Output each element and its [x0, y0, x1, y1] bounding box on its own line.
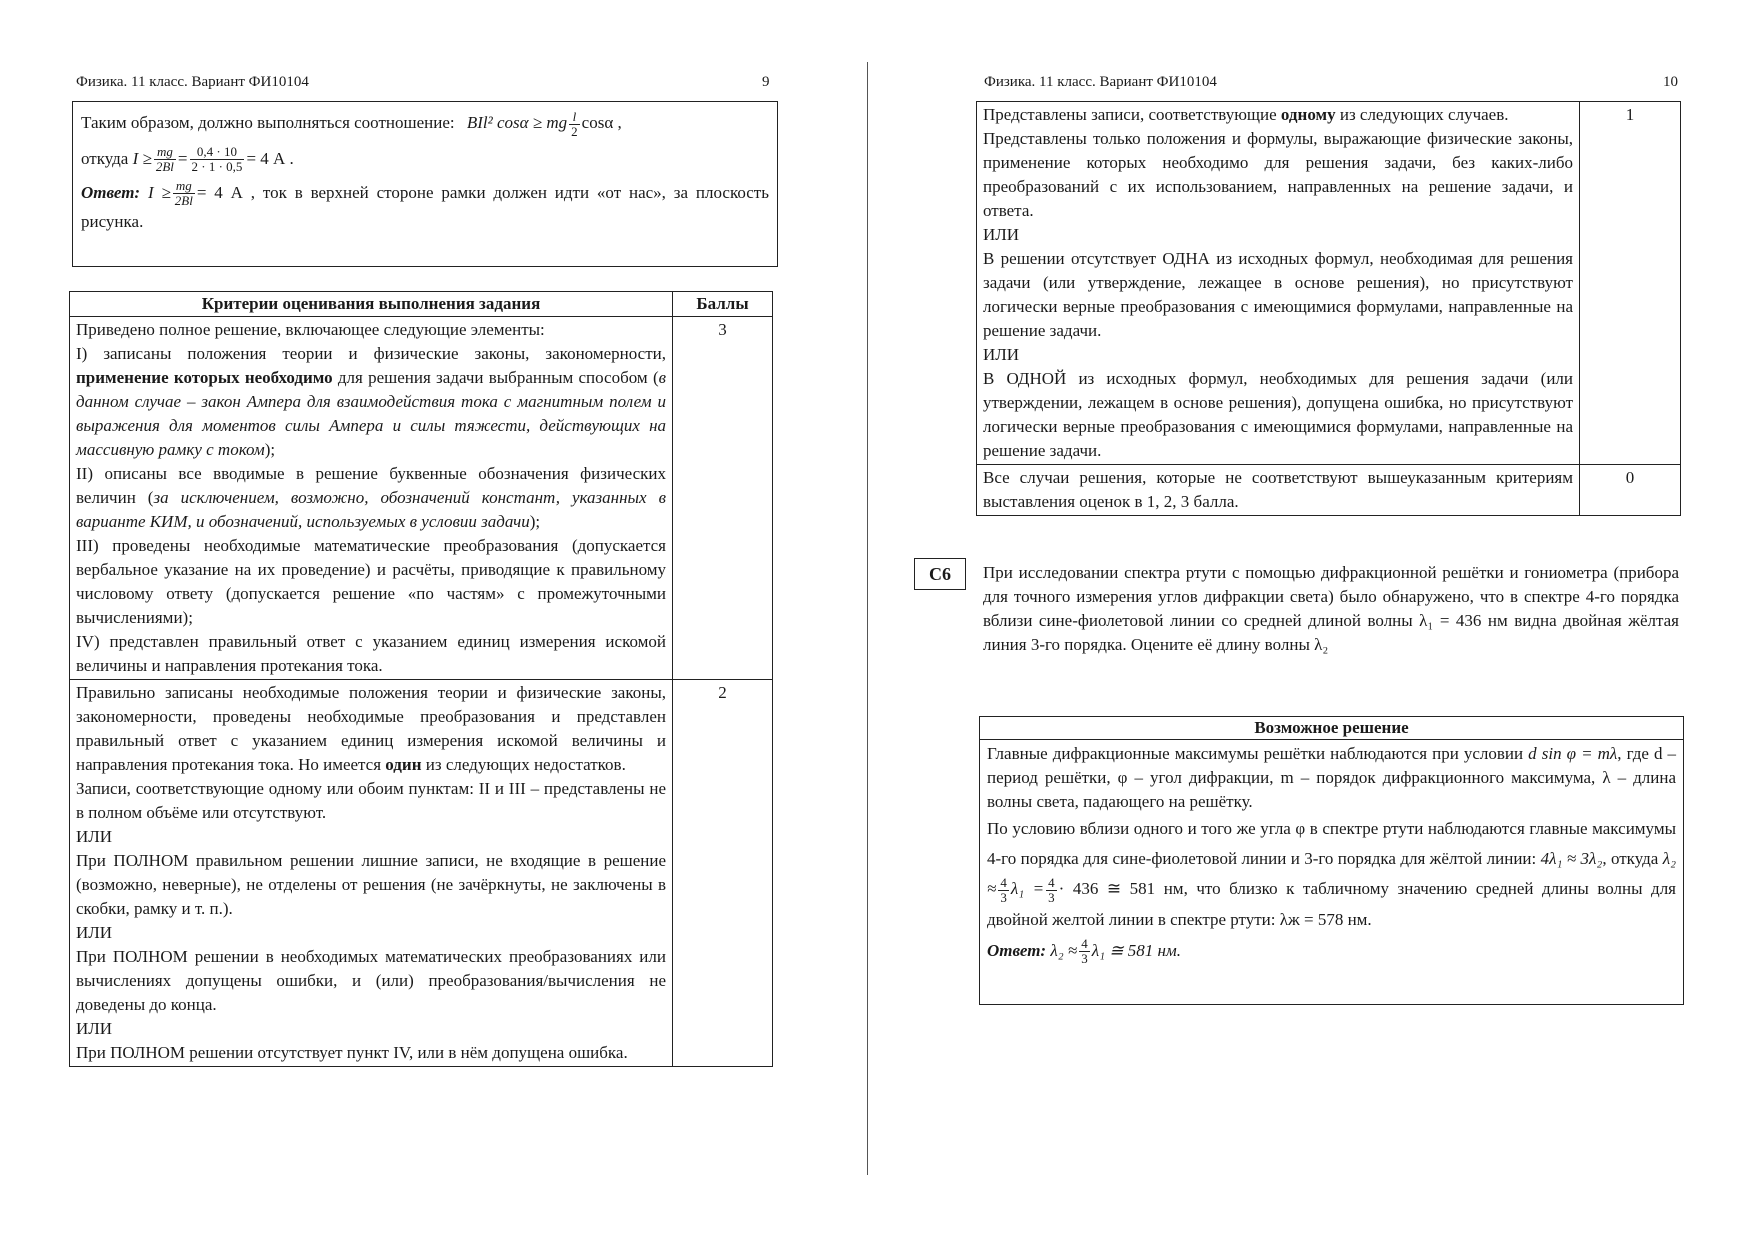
fraction: $\frac{mg}{2Bl}$ — [155, 144, 174, 175]
page-number-right: 10 — [1663, 74, 1678, 90]
criteria-text-3: Приведено полное решение, включающее следующие элементы: I) записаны положения теории и физические законы, закономерности, применение которых необходимо для решения задачи выбранным способом (в данном случае – закон Ампера для взаимодействия тока с магнитным полем и выражения для моментов силы Ампера и силы тяжести, действующих на массивную рамку с током); II) описаны все вводимые в решение буквенные обозначения физических величин (за исключением, возможно, обозначений констант, указанных в варианте КИМ, и обозначений, используемых в условии задачи); III) проведены необходимые математические преобразования (допускается вербальное указание на их проведение) и расчёты, приводящие к правильному числовому ответу (допускается решение «по частям» с промежуточными вычислениями); IV) представлен правильный ответ с указанием единиц измерения искомой величины и направления протекания тока. — [70, 317, 673, 680]
fraction: $\frac{4}{3}$ — [1000, 874, 1007, 905]
score-1: 1 — [1580, 102, 1681, 465]
criteria-column-header: Критерии оценивания выполнения задания — [70, 292, 673, 317]
solution-paragraph-1: Главные дифракционные максимумы решётки наблюдаются при условии d sin φ = mλ, где d – период решётки, φ – угол дифракции, m – порядок дифракционного максимума, λ – длина волны света, падающего на решётку. — [987, 744, 1677, 811]
criteria-text-2: Правильно записаны необходимые положения теории и физические законы, закономерности, проведены необходимые преобразования и представлен правильный ответ с указанием единиц измерения искомой величины и направления протекания тока. Но имеется один из следующих недостатков. Записи, соответствующие одному или обоим пунктам: II и III – представлены не в полном объёме или отсутствуют. ИЛИ При ПОЛНОМ правильном решении лишние записи, не входящие в решение (возможно, неверные), не отделены от решения (не зачёркнуты, не заключены в скобки, рамку и т. п.). ИЛИ При ПОЛНОМ решении в необходимых математических преобразованиях или вычислениях допущены ошибки, и (или) преобразования/вычисления не доведены до конца. ИЛИ При ПОЛНОМ решении отсутствует пункт IV, или в нём допущена ошибка. — [70, 680, 673, 1067]
solution-paragraph-2: По условию вблизи одного и того же угла φ в спектре ртути наблюдаются главные максимумы 4-го порядка для сине-фиолетовой линии и 3-го порядка для жёлтой линии: 4λ₁ ≈ 3λ₂, откуда λ₂ ≈ $\frac{4}{3}$ λ₁ = $\frac{4}{3}$ · 436 ≅ 581 нм, что близко к табличному значению средней длины волны для двойной желтой линии в спектре ртути: λж = 578 нм. — [987, 819, 1677, 929]
solution-line-1: Таким образом, должно выполняться соотношение: BIl² cosα ≥ mg $\frac{l}{2}$ cosα , — [81, 108, 622, 139]
solution-answer-right: Ответ: λ₂ ≈ $\frac{4}{3}$ λ₁ ≅ 581 нм. — [987, 936, 1182, 967]
possible-solution-box — [979, 716, 1684, 1005]
fraction: $\frac{4}{3}$ — [1048, 874, 1055, 905]
score-2: 2 — [673, 680, 773, 1067]
criteria-row-1 — [977, 102, 1681, 465]
solution-box-left — [72, 101, 778, 267]
criteria-row-2 — [70, 680, 773, 1067]
criteria-table-left — [69, 291, 773, 1067]
criteria-header-row — [70, 292, 773, 317]
score-0: 0 — [1580, 465, 1681, 516]
criteria-text-1: Представлены записи, соответствующие одному из следующих случаев. Представлены только положения и формулы, выражающие физические законы, применение которых необходимо для решения задачи, без каких-либо преобразований с их использованием, направленных на решение задачи, и ответа. ИЛИ В решении отсутствует ОДНА из исходных формул, необходимая для решения задачи (или утверждение, лежащее в основе решения), но присутствуют логически верные преобразования с имеющимися формулами, направленные на решение задачи. ИЛИ В ОДНОЙ из исходных формул, необходимых для решения задачи (или утверждении, лежащем в основе решения), допущена ошибка, но присутствуют логически верные преобразования с имеющимися формулами, направленные на решение задачи. — [977, 102, 1580, 465]
fraction: $\frac{4}{3}$ — [1081, 936, 1088, 967]
solution-answer-left: Ответ: I ≥ $\frac{mg}{2Bl}$ = 4 А , ток в верхней стороне рамки должен идти «от нас», за плоскость рисунка. — [81, 178, 769, 232]
score-3: 3 — [673, 317, 773, 680]
task-text: При исследовании спектра ртути с помощью дифракционной решётки и гониометра (прибора для точного измерения углов дифракции света) было обнаружено, что в спектре 4-го порядка вблизи сине-фиолетовой линии со средней длиной волны λ₁ = 436 нм видна двойная жёлтая линия 3-го порядка. Оцените её длину волны λ₂ — [983, 563, 1679, 654]
criteria-table-right — [976, 101, 1681, 516]
task-label: С6 — [914, 558, 966, 590]
page-header-right: Физика. 11 класс. Вариант ФИ10104 — [984, 74, 1217, 90]
fraction: $\frac{mg}{2Bl}$ — [174, 178, 193, 209]
page-number-left: 9 — [762, 74, 770, 90]
solution-line-2: откуда I ≥ $\frac{mg}{2Bl}$ = $\frac{0,4 \cdot 10}{2 \cdot 1 \cdot 0,5}$ = 4 А . — [81, 144, 294, 175]
criteria-row-3 — [70, 317, 773, 680]
criteria-text-0: Все случаи решения, которые не соответствуют вышеуказанным критериям выставления оценок в 1, 2, 3 балла. — [977, 465, 1580, 516]
fraction: $\frac{l}{2}$ — [571, 108, 578, 139]
page-divider — [867, 62, 868, 1175]
points-column-header: Баллы — [673, 292, 773, 317]
solution-title: Возможное решение — [980, 717, 1683, 740]
criteria-row-0 — [977, 465, 1681, 516]
fraction: $\frac{0,4 \cdot 10}{2 \cdot 1 \cdot 0,5}$ — [191, 144, 243, 175]
page-header-left: Физика. 11 класс. Вариант ФИ10104 — [76, 74, 309, 90]
